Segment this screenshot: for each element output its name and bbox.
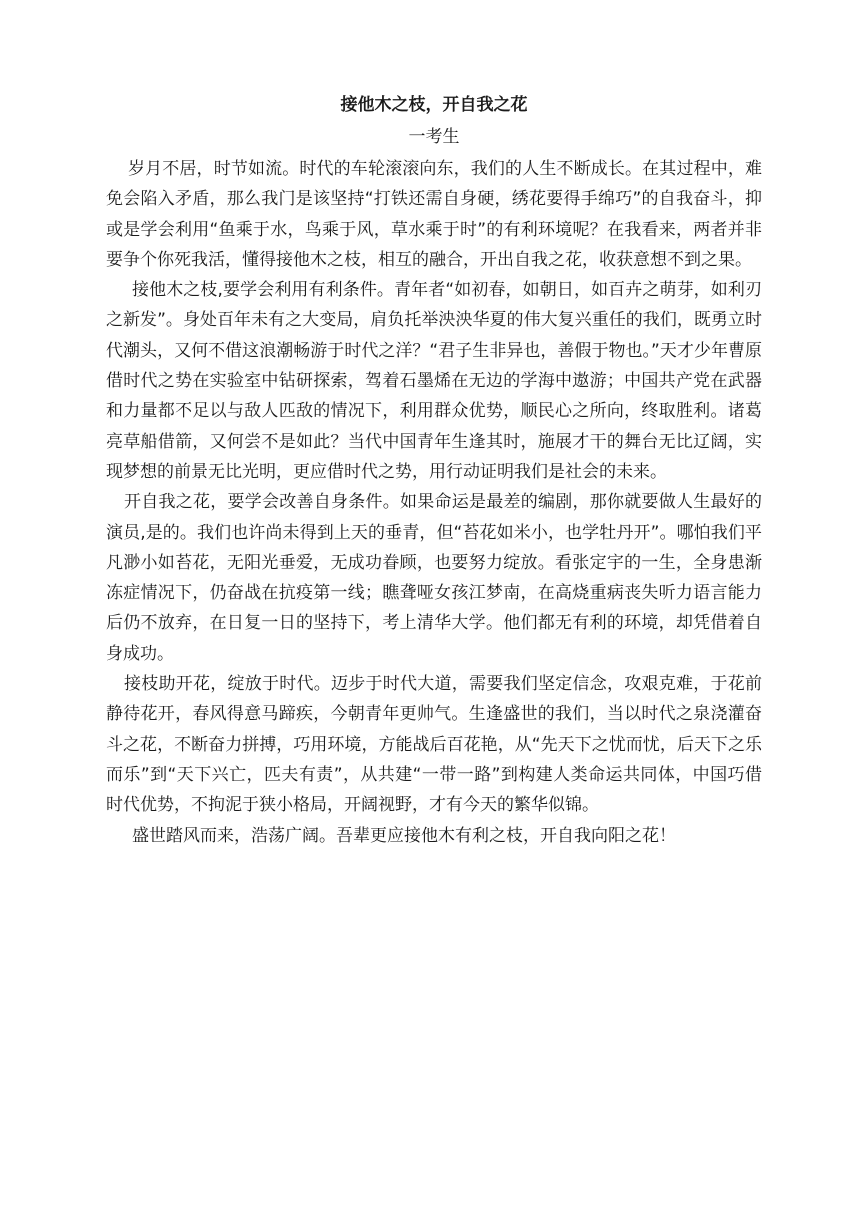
paragraph-1: 岁月不居，时节如流。时代的车轮滚滚向东，我们的人生不断成长。在其过程中，难免会陷入矛盾，那么我门是该坚持“打铁还需自身硬，绣花要得手绵巧”的自我奋斗，抑或是学会利用“鱼乘于水，鸟乘于风，草水乘于时”的有利环境呢？在我看来，两者并非要争个你死我活，懂得接他木之枝，相互的融合，开出自我之花，收获意想不到之果。 <box>106 159 762 270</box>
paragraph-5: 盛世踏风而来，浩荡广阔。吾辈更应接他木有利之枝，开自我向阳之花！ <box>132 825 676 846</box>
essay-author: 一考生 <box>408 127 460 147</box>
essay-body <box>106 154 762 851</box>
essay-title: 接他木之枝，开自我之花 <box>340 95 528 115</box>
paragraph-3: 开自我之花，要学会改善自身条件。如果命运是最差的编剧，那你就要做人生最好的演员,是的。我们也许尚未得到上天的垂青，但“苔花如米小，也学牡丹开”。哪怕我们平凡渺小如苔花，无阳光垂爱，无成功眷顾，也要努力绽放。看张定宇的一生，全身患渐冻症情况下，仍奋战在抗疫第一线；瞧聋哑女孩江梦南，在高烧重病丧失听力语言能力后仍不放弃，在日复一日的坚持下，考上清华大学。他们都无有利的环境，却凭借着自身成功。 <box>106 492 762 664</box>
paragraph-2: 接他木之枝,要学会利用有利条件。青年者“如初春，如朝日，如百卉之萌芽，如利刃之新发”。身处百年未有之大变局，肩负托举泱泱华夏的伟大复兴重任的我们，既勇立时代潮头，又何不借这浪潮畅游于时代之洋？“君子生非异也，善假于物也。”天才少年曹原借时代之势在实验室中钻研探索，驾着石墨烯在无边的学海中遨游；中国共产党在武器和力量都不足以与敌人匹敌的情况下，利用群众优势，顺民心之所向，终取胜利。诸葛亮草船借箭，又何尝不是如此？当代中国青年生逢其时，施展才干的舞台无比辽阔，实现梦想的前景无比光明，更应借时代之势，用行动证明我们是社会的未来。 <box>106 280 762 482</box>
paragraph-4: 接枝助开花，绽放于时代。迈步于时代大道，需要我们坚定信念，攻艰克难，于花前静待花开，春风得意马蹄疾，今朝青年更帅气。生逢盛世的我们，当以时代之泉浇灌奋斗之花，不断奋力拼搏，巧用环境，方能战后百花艳，从“先天下之忧而忧，后天下之乐而乐”到“天下兴亡，匹夫有责”，从共建“一带一路”到构建人类命运共同体，中国巧借时代优势，不拘泥于狭小格局，开阔视野，才有今天的繁华似锦。 <box>106 674 762 816</box>
